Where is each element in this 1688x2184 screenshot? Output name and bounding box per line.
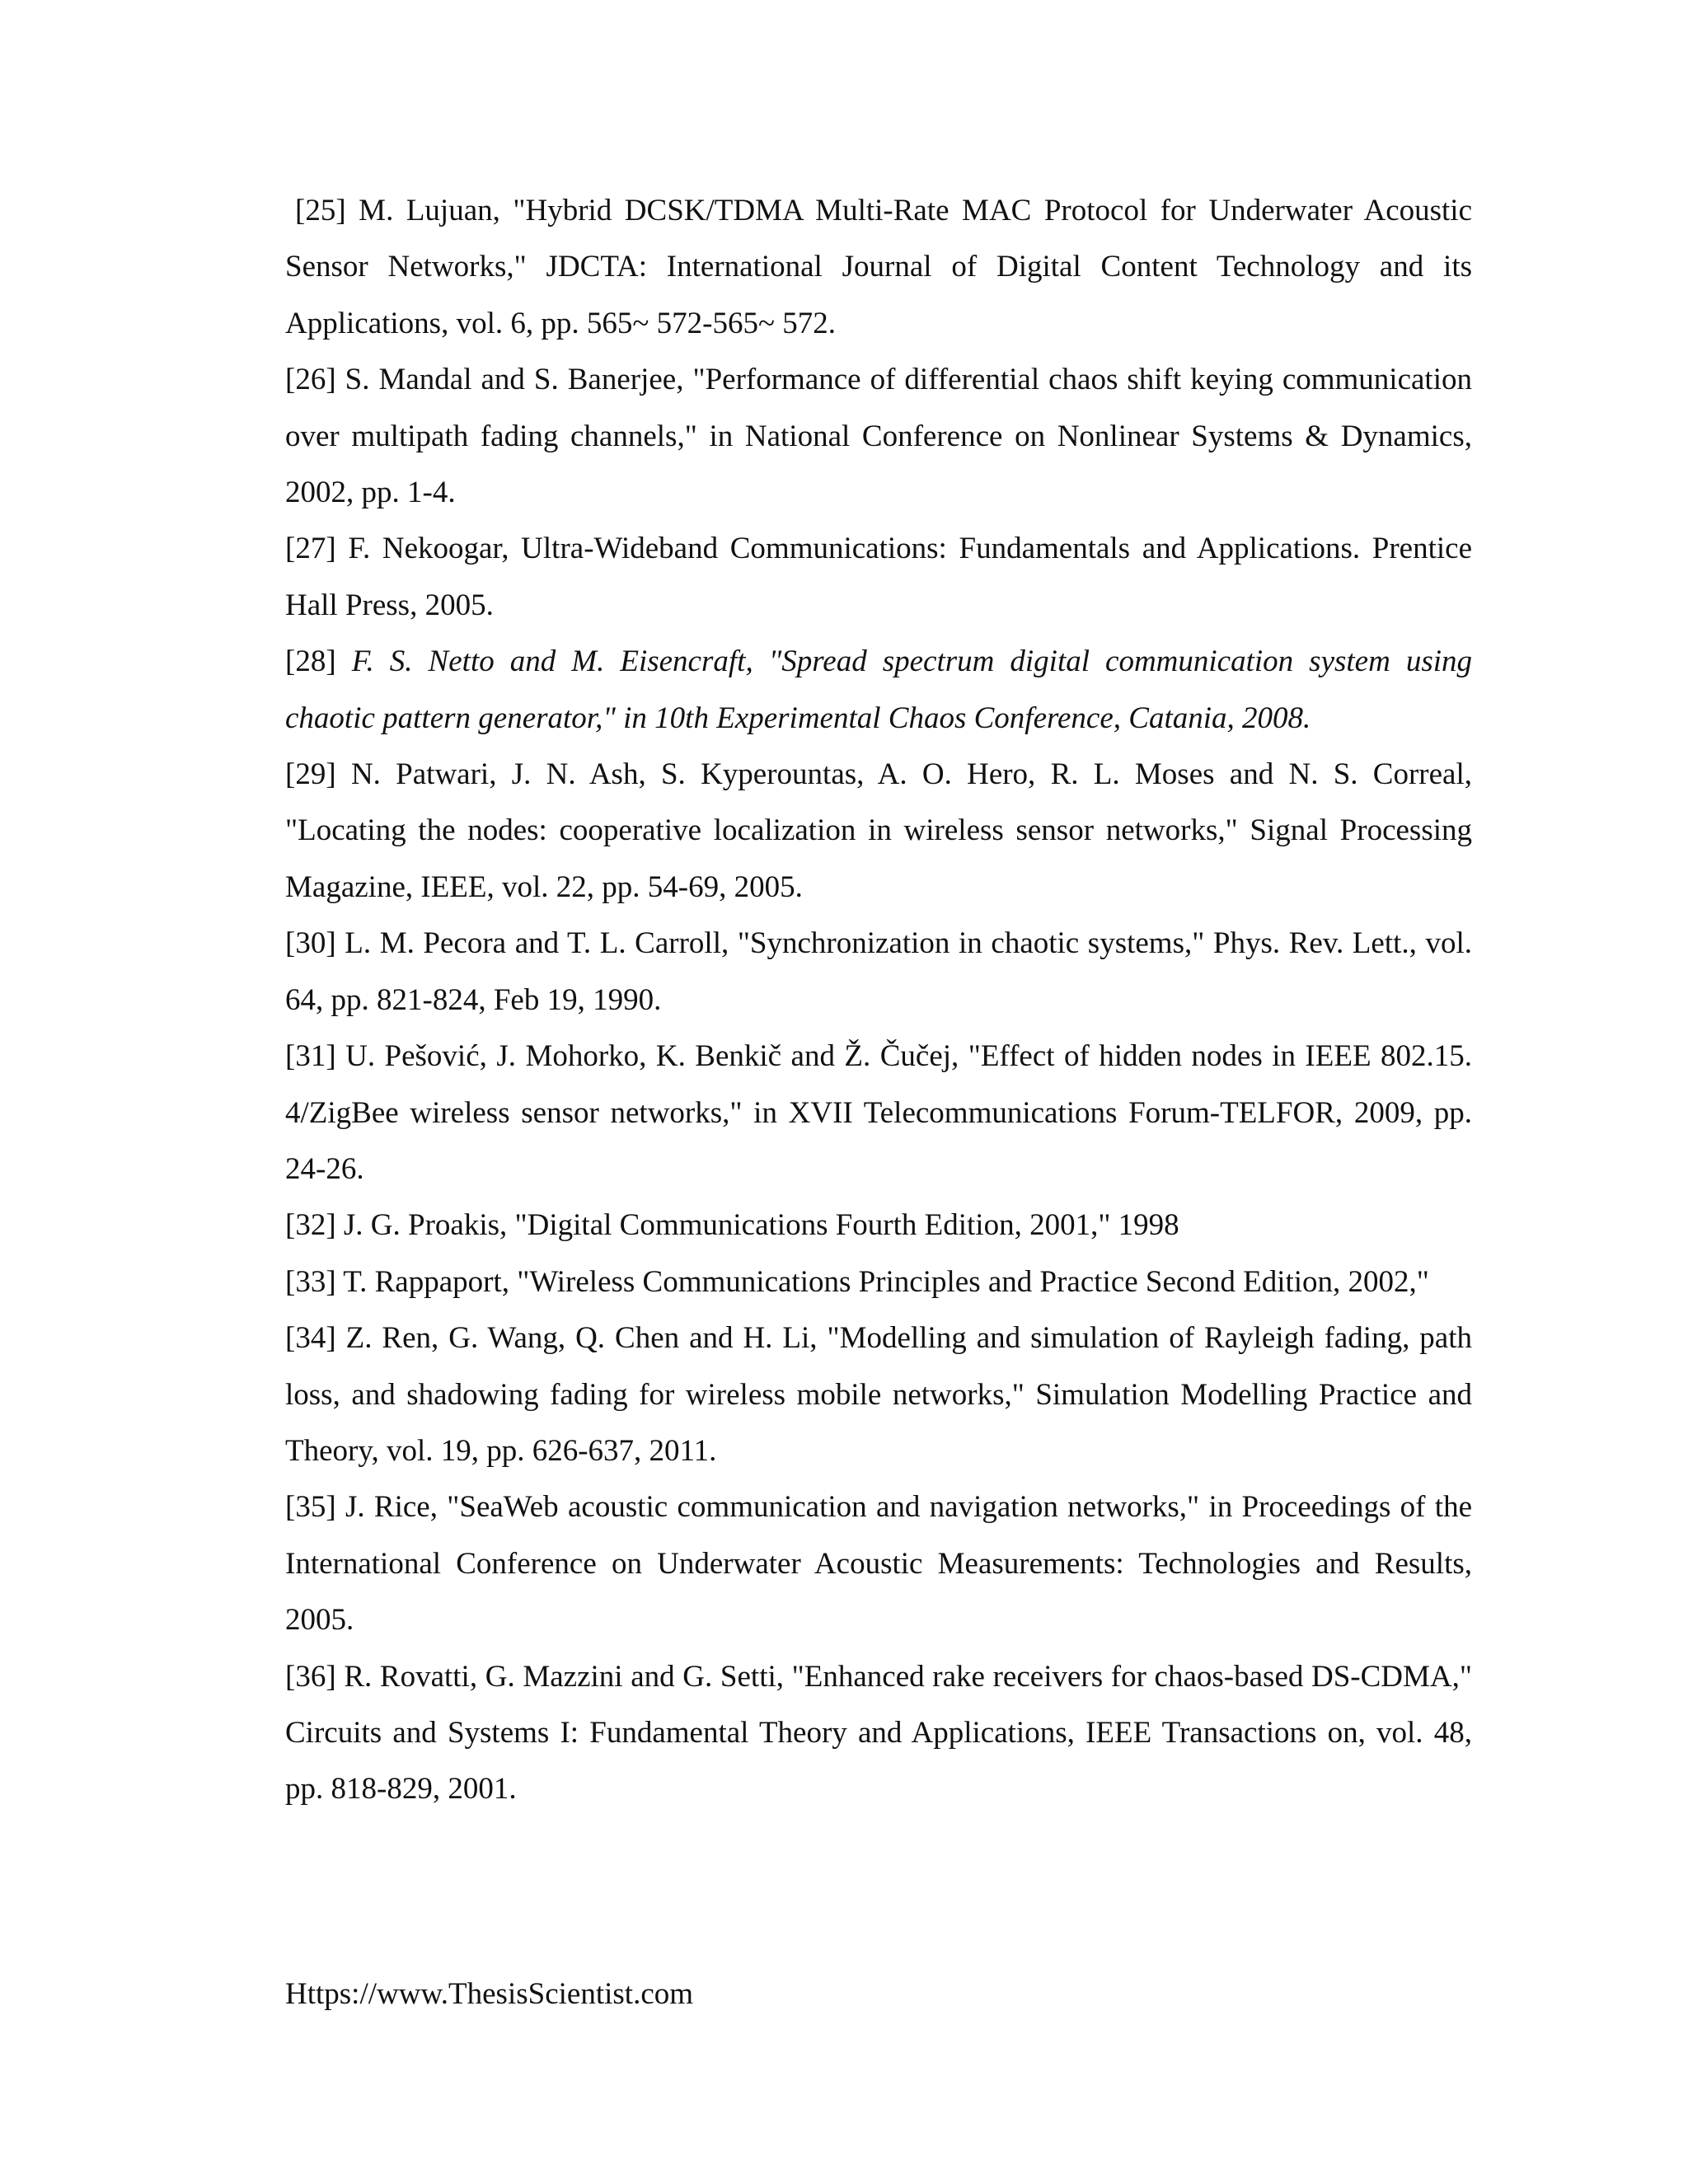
reference-text: F. S. Netto and M. Eisencraft, "Spread spectrum digital communication system using chaotic pattern generator," in 10th Experimental Chaos Conference, Catania, 2008. — [285, 644, 1473, 735]
reference-text: U. Pešović, J. Mohorko, K. Benkič and Ž. Čučej, "Effect of hidden nodes in IEEE 802.15. 4/ZigBee wireless sensor networks," in XVII Telecommunications Forum-TELFOR, 2009, pp. 24-26. — [285, 1039, 1472, 1186]
reference-item-36 — [285, 1649, 1472, 1818]
reference-list — [285, 183, 1472, 1818]
reference-text: Z. Ren, G. Wang, Q. Chen and H. Li, "Modelling and simulation of Rayleigh fading, path loss, and shadowing fading for wireless mobile networks," Simulation Modelling Practice and Theory, vol. 19, pp. 626-637, 2011. — [285, 1321, 1472, 1468]
reference-text: R. Rovatti, G. Mazzini and G. Setti, "Enhanced rake receivers for chaos-based DS-CDMA," Circuits and Systems I: Fundamental Theory and Applications, IEEE Transactions on, vol. 48, pp. 818-829, 2001. — [285, 1659, 1473, 1807]
reference-item-32 — [285, 1197, 1472, 1254]
reference-item-27 — [285, 521, 1472, 634]
reference-text: M. Lujuan, "Hybrid DCSK/TDMA Multi-Rate MAC Protocol for Underwater Acoustic Sensor Networks," JDCTA: International Journal of Digital Content Technology and its Applications, vol. 6, pp. 565~ 572-565~ 572. — [285, 194, 1472, 340]
footer-url: Https://www.ThesisScientist.com — [285, 1977, 694, 2011]
reference-text: S. Mandal and S. Banerjee, "Performance of differential chaos shift keying communication over multipath fading channels," in National Conference on Nonlinear Systems & Dynamics, 2002, pp. 1-4. — [285, 363, 1472, 510]
reference-item-29 — [285, 747, 1472, 916]
reference-text: J. Rice, "SeaWeb acoustic communication and navigation networks," in Proceedings of the International Conference on Underwater Acoustic Measurements: Technologies and Results, 2005. — [285, 1490, 1473, 1638]
reference-number: [30] — [285, 926, 336, 961]
reference-number: [35] — [285, 1490, 336, 1525]
reference-item-28 — [285, 634, 1472, 747]
reference-item-31 — [285, 1029, 1472, 1197]
reference-item-25 — [285, 183, 1472, 352]
reference-number: [28] — [285, 644, 336, 679]
reference-text: F. Nekoogar, Ultra-Wideband Communications: Fundamentals and Applications. Prentice Hall Press, 2005. — [285, 532, 1473, 622]
reference-number: [32] — [285, 1208, 336, 1243]
reference-number: [31] — [285, 1039, 336, 1074]
reference-number: [33] — [285, 1264, 336, 1299]
reference-number: [34] — [285, 1321, 336, 1356]
reference-number: [29] — [285, 757, 336, 792]
reference-number: [27] — [285, 532, 336, 566]
reference-number: [26] — [285, 363, 336, 397]
reference-text: J. G. Proakis, "Digital Communications Fourth Edition, 2001," 1998 — [343, 1208, 1179, 1243]
reference-text: L. M. Pecora and T. L. Carroll, "Synchronization in chaotic systems," Phys. Rev. Lett., vol. 64, pp. 821-824, Feb 19, 1990. — [285, 926, 1472, 1017]
reference-item-35 — [285, 1479, 1472, 1648]
reference-text: N. Patwari, J. N. Ash, S. Kyperountas, A. O. Hero, R. L. Moses and N. S. Correal, "Locating the nodes: cooperative localization in wireless sensor networks," Signal Processing Magazine, IEEE, vol. 22, pp. 54-69, 2005. — [285, 757, 1473, 904]
reference-item-26 — [285, 352, 1472, 521]
reference-item-34 — [285, 1310, 1472, 1479]
reference-text: T. Rappaport, "Wireless Communications Principles and Practice Second Edition, 2002," — [343, 1264, 1429, 1299]
reference-number: [36] — [285, 1659, 336, 1694]
reference-item-30 — [285, 916, 1472, 1029]
reference-number: [25] — [295, 194, 346, 227]
reference-item-33 — [285, 1254, 1472, 1310]
